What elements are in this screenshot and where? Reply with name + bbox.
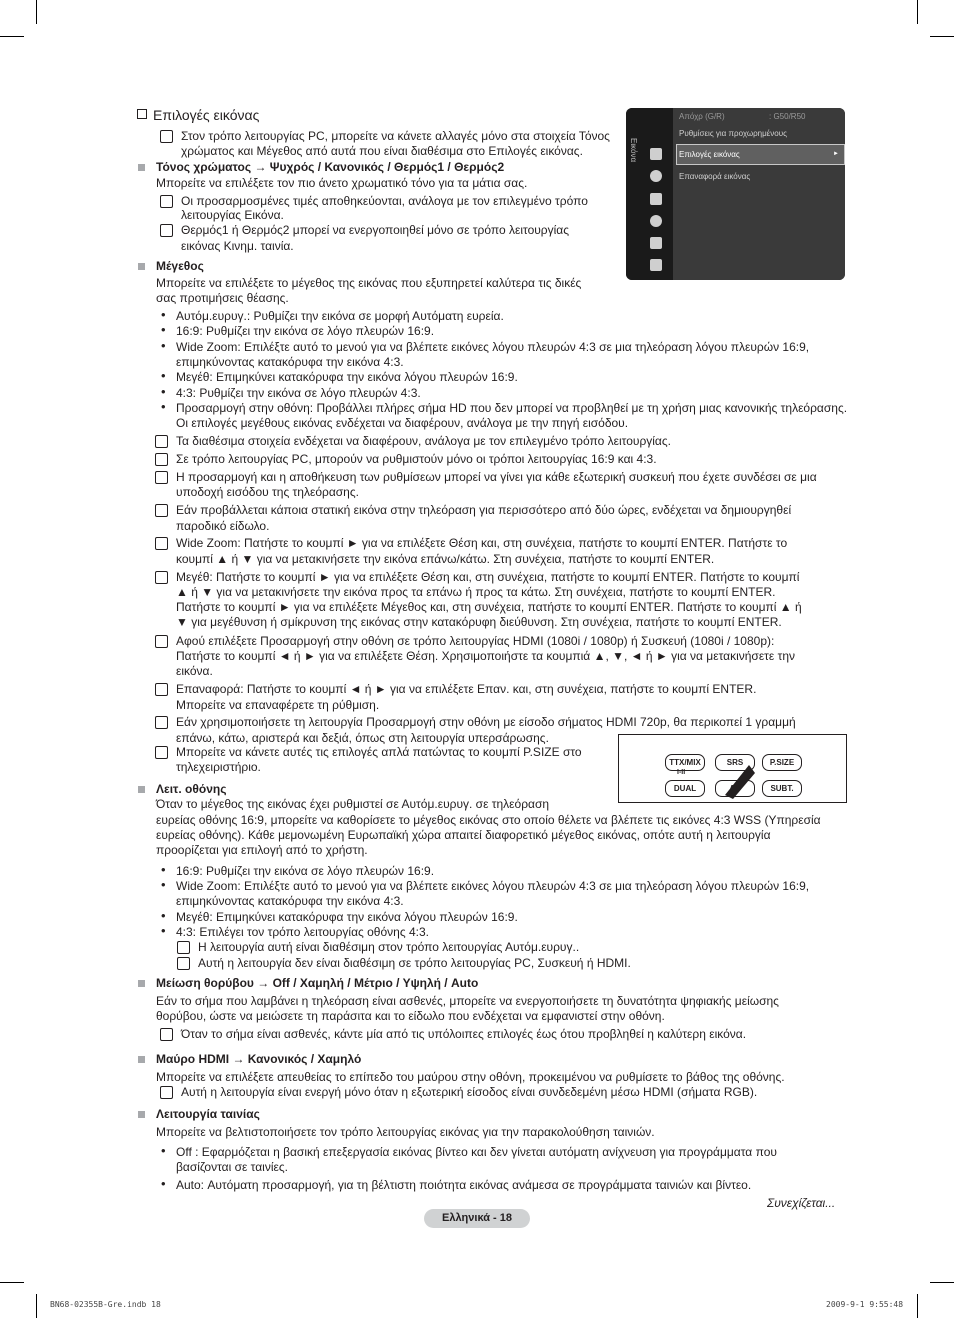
text-line: Η λειτουργία αυτή είναι διαθέσιμη στον τρόπο λειτουργίας Αυτόμ.ευρυγ.. bbox=[198, 940, 580, 954]
note-icon bbox=[160, 1028, 173, 1041]
text-line: Εάν χρησιμοποιήσετε τη λειτουργία Προσαρμογή στην οθόνη με είσοδο σήματος HDMI 720p, θα περικοπεί 1 γραμμή bbox=[176, 715, 796, 729]
note-icon bbox=[177, 957, 190, 970]
crop-mark bbox=[917, 0, 918, 24]
text-line: Μπορείτε να βελτιστοποιήσετε τον τρόπο λειτουργίας εικόνας για την παρακολούθηση ταινιών. bbox=[156, 1125, 655, 1139]
text-line: Μπορείτε να επιλέξετε απευθείας το επίπεδο του μαύρου στην οθόνη, προκειμένου να ρυθμίσετε το βάθος της οθόνης. bbox=[156, 1070, 785, 1084]
remote-button-dual: DUAL bbox=[665, 780, 705, 797]
text-line: 4:3: Επιλέγει τον τρόπο λειτουργίας οθόνης 4:3. bbox=[176, 925, 429, 939]
menu-item-picture-reset: Επαναφορά εικόνας bbox=[679, 172, 751, 181]
text-line: κουμπί ▲ ή ▼ για να μετακινήσετε την εικόνα επάνω/κάτω. Στη συνέχεια, πατήστε το κουμπί ENTER. bbox=[176, 552, 715, 566]
text-line: Όταν το σήμα είναι ασθενές, κάντε μία από τις υπόλοιπες επιλογές έως ότου προβληθεί η καλύτερη εικόνα. bbox=[181, 1027, 747, 1041]
text-line: Σε τρόπο λειτουργίας PC, μπορούν να ρυθμιστούν μόνο οι τρόποι λειτουργίας 16:9 και 4:3. bbox=[176, 452, 657, 466]
text-line: εικόνας Κινημ. ταινία. bbox=[181, 239, 294, 253]
text-line: Όταν το μέγεθος της εικόνας έχει ρυθμιστεί σε Αυτόμ.ευρυγ. σε τηλεόραση bbox=[156, 797, 550, 811]
note-icon bbox=[155, 471, 168, 484]
text-line: Μεγέθ: Επιμηκύνει κατακόρυφα την εικόνα λόγου πλευρών 16:9. bbox=[176, 370, 518, 384]
square-bullet-icon bbox=[138, 1111, 145, 1118]
text-line: Αφού επιλέξετε Προσαρμογή στην οθόνη σε τρόπο λειτουργίας HDMI (1080i / 1080p) ή Συσκευή (1080i / 1080p): bbox=[176, 634, 775, 648]
text-line: Προσαρμογή στην οθόνη: Προβάλλει πλήρες σήμα HD που δεν μπορεί να προβληθεί με τη χρήση μιας κανονικής τηλεόρασης. bbox=[176, 401, 848, 415]
square-bullet-icon bbox=[138, 786, 145, 793]
text-line: Τόνος χρώματος → Ψυχρός / Κανονικός / Θερμός1 / Θερμός2 bbox=[156, 160, 505, 174]
text-line: Οι προσαρμοσμένες τιμές αποθηκεύονται, ανάλογα με τον επιλεγμένο τρόπο bbox=[181, 194, 588, 208]
bullet-icon: • bbox=[161, 322, 166, 337]
text-line: επιμηκύνοντας κατακόρυφα την εικόνα 4:3. bbox=[176, 894, 404, 908]
text-line: Αυτόμ.ευρυγ.: Ρυθμίζει την εικόνα σε μορφή Αυτόματη ευρεία. bbox=[176, 309, 504, 323]
hand-icon bbox=[155, 746, 168, 759]
text-line: επάνω, κάτω, αριστερά και δεξιά, όπως στη λειτουργία υπερσάρωσης. bbox=[176, 731, 549, 745]
text-line: ▼ για μεγέθυνση ή σμίκρυνση της εικόνας στην κατακόρυφη διεύθυνση. Στη συνέχεια, πατήστε το κουμπί ENTER. bbox=[176, 615, 782, 629]
note-icon bbox=[160, 195, 173, 208]
text-line: χρώματος και Μέγεθος από αυτά που είναι διαθέσιμα στο Επιλογές εικόνας. bbox=[181, 144, 583, 158]
page-number: Ελληνικά - 18 bbox=[424, 1209, 530, 1228]
bullet-icon: • bbox=[161, 862, 166, 877]
text-line: λειτουργίας Εικόνα. bbox=[181, 208, 284, 222]
print-slug-right: 2009-9-1 9:55:48 bbox=[826, 1300, 904, 1309]
text-line: ▲ ή ▼ για να μετακινήσετε την εικόνα προς τα επάνω ή προς τα κάτω. Στη συνέχεια, πατήστε το κουμπί ENTER. bbox=[176, 585, 776, 599]
text-line: σας προτιμήσεις θέασης. bbox=[156, 291, 289, 305]
text-line: Off : Εφαρμόζεται η βασική επεξεργασία εικόνας βίντεο και δεν γίνεται αυτόματη ανίχνευση για προγράμματα που bbox=[176, 1145, 777, 1159]
text-line: Μείωση θορύβου → Off / Χαμηλή / Μέτριο / Υψηλή / Auto bbox=[156, 976, 479, 990]
channel-icon bbox=[650, 193, 662, 205]
pointer-arrow-icon bbox=[719, 759, 759, 799]
text-line: θορύβου, ώστε να μειώσετε τη παράσιτα και το είδωλο που ενδέχεται να εμφανιστεί στην οθόνη. bbox=[156, 1009, 665, 1023]
text-line: Μπορείτε να κάνετε αυτές τις επιλογές απλά πατώντας το κουμπί P.SIZE στο bbox=[176, 745, 582, 759]
menu-arrow-icon: ► bbox=[833, 151, 839, 157]
menu-item-advanced: Ρυθμίσεις για προχωρημένους bbox=[679, 129, 787, 138]
section-title bbox=[137, 107, 259, 123]
note-icon bbox=[177, 941, 190, 954]
square-bullet-icon bbox=[138, 1056, 145, 1063]
checkbox-icon bbox=[137, 109, 147, 119]
text-line: Οι επιλογές μεγέθους εικόνας ενδέχεται να διαφέρουν, ανάλογα με την πηγή εισόδου. bbox=[176, 416, 629, 430]
note-icon bbox=[155, 635, 168, 648]
bullet-icon: • bbox=[161, 368, 166, 383]
remote-button-subt: SUBT. bbox=[762, 780, 802, 797]
menu-item-tint-value: : G50/R50 bbox=[769, 112, 806, 121]
text-line: Τα διαθέσιμα στοιχεία ενδέχεται να διαφέρουν, ανάλογα με τον επιλεγμένο τρόπο λειτουργίας. bbox=[176, 434, 671, 448]
bullet-icon: • bbox=[161, 1143, 166, 1158]
text-line: 16:9: Ρυθμίζει την εικόνα σε λόγο πλευρών 16:9. bbox=[176, 324, 435, 338]
note-icon bbox=[155, 504, 168, 517]
text-line: Η προσαρμογή και η αποθήκευση των ρυθμίσεων μπορεί να γίνει για κάθε εξωτερική συσκευή που έχετε συνδέσει σε μια bbox=[176, 470, 817, 484]
note-icon bbox=[160, 1086, 173, 1099]
text-line: Μέγεθος bbox=[156, 259, 204, 273]
text-line: Μεγέθ: Πατήστε το κουμπί ► για να επιλέξετε Θέση και, στη συνέχεια, πατήστε το κουμπί ENTER. Πατήστε το κουμπί bbox=[176, 570, 800, 584]
remote-button-ttx: TTX/MIX bbox=[665, 754, 705, 771]
remote-button-psize: P.SIZE bbox=[762, 754, 802, 771]
text-line: Αυτή η λειτουργία είναι ενεργή μόνο όταν η εξωτερική είσοδος είναι συνδεδεμένη μέσω HDMI (σήματα RGB). bbox=[181, 1085, 758, 1099]
remote-button-srs: SRS bbox=[715, 754, 755, 771]
bullet-icon: • bbox=[161, 908, 166, 923]
text-line: Πατήστε το κουμπί ◄ ή ► για να επιλέξετε Θέση. Χρησιμοποιήστε τα κουμπιά ▲, ▼, ◄ ή ► για να μετακινήσετε την bbox=[176, 649, 796, 663]
crop-mark bbox=[930, 1282, 954, 1283]
text-line: εικόνα. bbox=[176, 664, 213, 678]
note-icon bbox=[155, 537, 168, 550]
text-line: 16:9: Ρυθμίζει την εικόνα σε λόγο πλευρών 16:9. bbox=[176, 864, 435, 878]
text-line: Θερμός1 ή Θερμός2 μπορεί να ενεργοποιηθεί μόνο σε τρόπο λειτουργίας bbox=[181, 223, 570, 237]
text-line: Εάν προβάλλεται κάποια στατική εικόνα στην τηλεόραση για περισσότερο από δύο ώρες, ενδέχεται να δημιουργηθεί bbox=[176, 503, 792, 517]
text-line: Πατήστε το κουμπί ► για να επιλέξετε Μέγεθος και, στη συνέχεια, πατήστε το κουμπί ENTER. Πατήστε το κουμπί ▲ ή bbox=[176, 600, 802, 614]
text-line: Μπορείτε να επιλέξετε το μέγεθος της εικόνας που εξυπηρετεί καλύτερα τις δικές bbox=[156, 276, 582, 290]
text-line: Μπορείτε να επαναφέρετε τη ρύθμιση. bbox=[176, 698, 380, 712]
menu-vertical-label: Εικόνα bbox=[629, 138, 638, 163]
menu-item-picture-options: Επιλογές εικόνας bbox=[679, 150, 740, 159]
note-icon bbox=[160, 224, 173, 237]
note-icon bbox=[155, 571, 168, 584]
crop-mark bbox=[0, 1282, 24, 1283]
text-line: παροδικό είδωλο. bbox=[176, 519, 270, 533]
text-line: 4:3: Ρυθμίζει την εικόνα σε λόγο πλευρών 4:3. bbox=[176, 386, 421, 400]
square-bullet-icon bbox=[138, 164, 145, 171]
bullet-icon: • bbox=[161, 338, 166, 353]
section-title-text: Επιλογές εικόνας bbox=[153, 107, 260, 123]
bullet-icon: • bbox=[161, 307, 166, 322]
sound-icon bbox=[650, 170, 662, 182]
text-line: Auto: Αυτόματη προσαρμογή, για τη βέλτιστη ποιότητα εικόνας ανάμεσα σε προγράμματα ταινιών και βίντεο. bbox=[176, 1178, 752, 1192]
remote-label-i-ii: I-II bbox=[677, 769, 686, 776]
bullet-icon: • bbox=[161, 384, 166, 399]
text-line: βασίζονται σε ταινίες. bbox=[176, 1160, 288, 1174]
text-line: υποδοχή εισόδου της τηλεόρασης. bbox=[176, 485, 359, 499]
text-line: Wide Zoom: Πατήστε το κουμπί ► για να επιλέξετε Θέση και, στη συνέχεια, πατήστε το κουμπί ENTER. Πατήστε το bbox=[176, 536, 788, 550]
text-line: Επαναφορά: Πατήστε το κουμπί ◄ ή ► για να επιλέξετε Επαν. και, στη συνέχεια, πατήστε το κουμπί ENTER. bbox=[176, 682, 757, 696]
crop-mark bbox=[36, 0, 37, 24]
text-line: Wide Zoom: Επιλέξτε αυτό το μενού για να βλέπετε εικόνες λόγου πλευρών 4:3 σε μια τηλεόραση λόγου πλευρών 16:9, bbox=[176, 879, 810, 893]
note-icon bbox=[155, 683, 168, 696]
crop-mark bbox=[930, 36, 954, 37]
note-icon bbox=[160, 130, 173, 143]
text-line: Στον τρόπο λειτουργίας PC, μπορείτε να κάνετε αλλαγές μόνο στα στοιχεία Τόνος bbox=[181, 129, 610, 143]
picture-icon bbox=[650, 148, 662, 160]
text-line: ευρείας οθόνης). Κάθε μεμονωμένη Ευρωπαϊκή χώρα απαιτεί διαφορετικό μέγεθος εικόνας, οπότε αυτή η λειτουργία bbox=[156, 828, 771, 842]
bullet-icon: • bbox=[161, 877, 166, 892]
text-line: Αυτή η λειτουργία δεν είναι διαθέσιμη σε τρόπο λειτουργίας PC, Συσκευή ή HDMI. bbox=[198, 956, 631, 970]
text-line: τηλεχειριστήριο. bbox=[176, 760, 261, 774]
remote-illustration bbox=[618, 734, 847, 803]
menu-panel bbox=[673, 108, 845, 280]
print-slug-left: BN68-02355B-Gre.indb 18 bbox=[50, 1300, 161, 1309]
application-icon bbox=[650, 259, 662, 271]
text-line: Wide Zoom: Επιλέξτε αυτό το μενού για να βλέπετε εικόνες λόγου πλευρών 4:3 σε μια τηλεόραση λόγου πλευρών 16:9, bbox=[176, 340, 810, 354]
note-icon bbox=[155, 716, 168, 729]
bullet-icon: • bbox=[161, 399, 166, 414]
text-line: Μπορείτε να επιλέξετε τον πιο άνετο χρωματικό τόνο για τα μάτια σας. bbox=[156, 176, 528, 190]
crop-mark bbox=[917, 1294, 918, 1318]
text-line: Μαύρο HDMI → Κανονικός / Χαμηλό bbox=[156, 1052, 362, 1066]
note-icon bbox=[155, 435, 168, 448]
menu-item-tint: Απόχρ (G/R) bbox=[679, 112, 725, 121]
continued-text: Συνεχίζεται... bbox=[767, 1196, 836, 1210]
text-line: Λειτουργία ταινίας bbox=[156, 1107, 260, 1121]
text-line: προορίζεται για επιλογή από το χρήστη. bbox=[156, 843, 368, 857]
input-icon bbox=[650, 237, 662, 249]
text-line: Μεγέθ: Επιμηκύνει κατακόρυφα την εικόνα λόγου πλευρών 16:9. bbox=[176, 910, 518, 924]
setup-icon bbox=[650, 215, 662, 227]
text-line: επιμηκύνοντας κατακόρυφα την εικόνα 4:3. bbox=[176, 355, 404, 369]
square-bullet-icon bbox=[138, 980, 145, 987]
square-bullet-icon bbox=[138, 263, 145, 270]
text-line: Εάν το σήμα που λαμβάνει η τηλεόραση είναι ασθενές, μπορείτε να ενεργοποιήσετε τη δυνατότητα ψηφιακής μείωσης bbox=[156, 994, 779, 1008]
crop-mark bbox=[36, 1294, 37, 1318]
menu-sidebar bbox=[626, 108, 673, 280]
text-line: ευρείας οθόνης 16:9, μπορείτε να καθορίσετε το μέγεθος εικόνας στο οποίο θέλετε να βλέπετε τις εικόνες 4:3 WSS (Υπηρεσία bbox=[156, 813, 821, 827]
bullet-icon: • bbox=[161, 1176, 166, 1191]
text-line: Λειτ. οθόνης bbox=[156, 782, 227, 796]
bullet-icon: • bbox=[161, 923, 166, 938]
note-icon bbox=[155, 453, 168, 466]
crop-mark bbox=[0, 36, 24, 37]
tv-menu-screenshot bbox=[626, 108, 845, 280]
